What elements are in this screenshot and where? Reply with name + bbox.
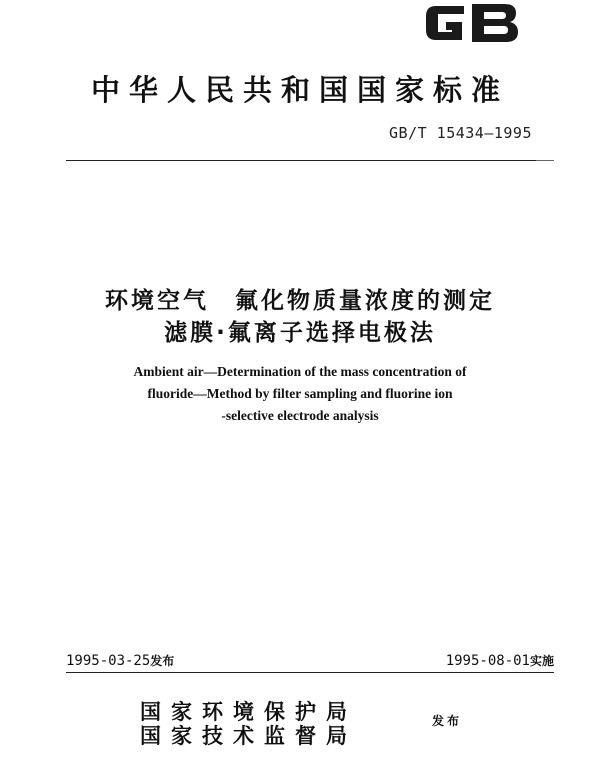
- implement-date: [446, 652, 554, 669]
- issue-date-label: 发布: [150, 654, 175, 668]
- footer-rule: [66, 672, 554, 673]
- gb-logo: [420, 0, 522, 44]
- implement-date-value: 1995-08-01: [445, 653, 530, 669]
- implement-date-label: 实施: [529, 654, 554, 668]
- standard-number: GB/T 15434—1995: [389, 124, 532, 142]
- header-rule: [66, 160, 536, 161]
- en-title-line3: -selective electrode analysis: [221, 408, 379, 423]
- en-title-line1: Ambient air—Determination of the mass concentration of: [133, 364, 467, 379]
- issuer-line2: 国家技术监督局: [140, 723, 357, 748]
- en-title-line2: fluoride—Method by filter sampling and fluorine ion: [147, 386, 453, 401]
- standard-title: 中华人民共和国国家标准: [90, 73, 509, 107]
- issuer-line1: 国家环境保护局: [140, 699, 357, 724]
- issue-date-value: 1995-03-25: [66, 653, 151, 669]
- header-rule-tail: [536, 160, 554, 161]
- gb-logo-graphic: [420, 0, 522, 44]
- publish-label: 发布: [432, 714, 463, 728]
- issue-date: [66, 652, 174, 669]
- cn-title-line2: 滤膜·氟离子选择电极法: [164, 320, 436, 346]
- cn-title-line1: 环境空气 氟化物质量浓度的测定: [105, 288, 495, 314]
